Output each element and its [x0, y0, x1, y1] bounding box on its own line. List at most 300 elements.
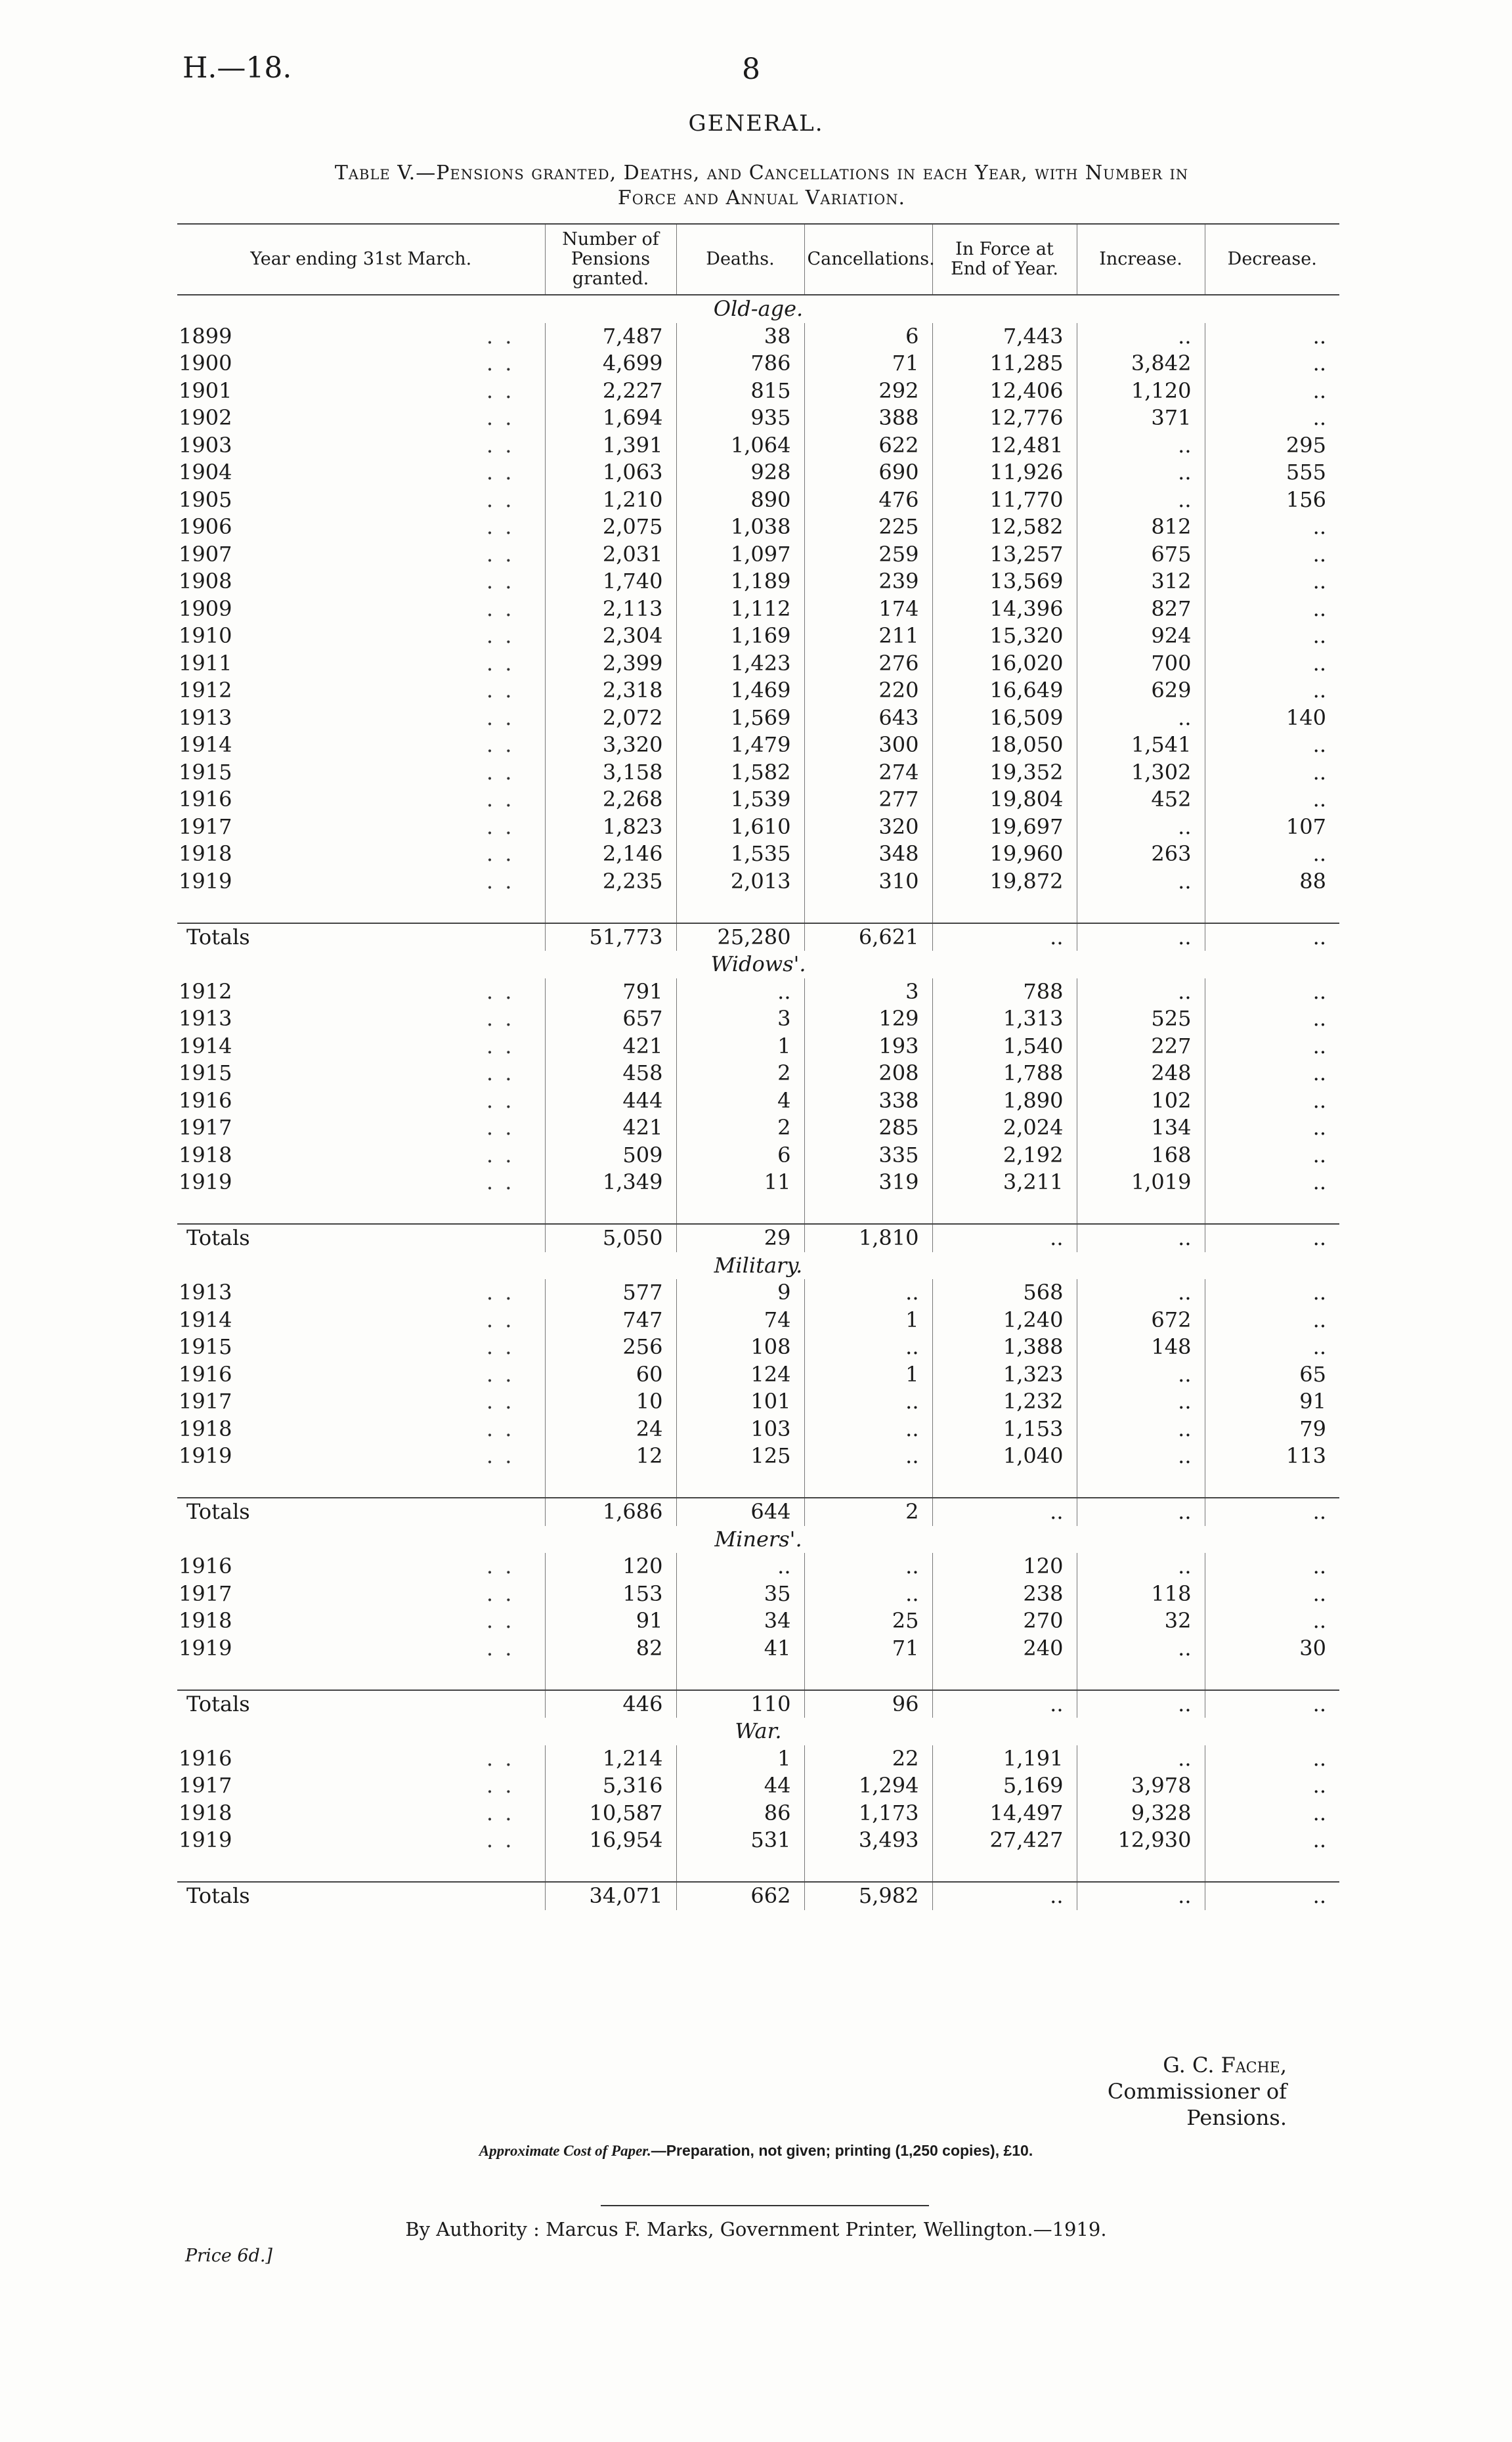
cell-decrease [1205, 731, 1339, 759]
cell-increase [1077, 677, 1205, 705]
spacer-cell [932, 895, 1077, 923]
cell-in-force [932, 1060, 1077, 1087]
cell-value: 319 [878, 1169, 919, 1194]
cell-increase [1077, 1416, 1205, 1443]
cell-value: .. [1312, 787, 1326, 812]
cell-pensions-granted [545, 596, 676, 623]
cell-value: .. [905, 1334, 919, 1359]
cell-increase [1077, 432, 1205, 460]
cell-pensions-granted [545, 1581, 676, 1608]
cell-cancellations [804, 323, 932, 351]
cell-decrease [1205, 1307, 1339, 1334]
cell-value: 3,320 [602, 732, 663, 757]
cell-year [177, 1607, 545, 1635]
cell-in-force [932, 432, 1077, 460]
cell-cancellations [804, 1416, 932, 1443]
leader-dots: . . [486, 678, 515, 703]
table-row [177, 1169, 1339, 1196]
cell-cancellations [804, 513, 932, 541]
cell-value: .. [1312, 1115, 1326, 1140]
cell-deaths [676, 1800, 804, 1827]
totals-decrease: .. [1205, 923, 1339, 951]
cell-deaths [676, 323, 804, 351]
cell-in-force [932, 350, 1077, 378]
cell-deaths [676, 1416, 804, 1443]
cell-decrease [1205, 404, 1339, 432]
cell-value: 310 [878, 868, 919, 894]
cell-value: .. [1312, 1033, 1326, 1058]
cell-in-force [932, 1553, 1077, 1581]
cell-in-force [932, 1607, 1077, 1635]
cell-value: .. [1178, 868, 1192, 894]
table-row [177, 1087, 1339, 1115]
totals-label: Totals [177, 923, 545, 951]
cell-increase [1077, 786, 1205, 814]
cell-cancellations [804, 1800, 932, 1827]
cell-year [177, 650, 545, 678]
table-row [177, 459, 1339, 487]
table-row [177, 1607, 1339, 1635]
cell-increase [1077, 1607, 1205, 1635]
cell-value: 4 [777, 1087, 791, 1113]
cell-year [177, 1772, 545, 1800]
table-row [177, 404, 1339, 432]
cell-value: 240 [1023, 1635, 1064, 1661]
cell-value: 11,285 [989, 351, 1064, 376]
leader-dots: . . [486, 1033, 515, 1058]
cell-year [177, 705, 545, 732]
spacer-cell [1077, 1196, 1205, 1225]
cell-in-force [932, 1827, 1077, 1854]
leader-dots: . . [486, 1087, 515, 1113]
spacer-row [177, 1854, 1339, 1883]
cell-value: 924 [1151, 623, 1192, 648]
cell-decrease [1205, 1087, 1339, 1115]
cell-in-force [932, 1772, 1077, 1800]
cell-cancellations [804, 432, 932, 460]
cell-year [177, 1114, 545, 1142]
leader-dots: . . [486, 1581, 515, 1606]
cell-value: 1,153 [1003, 1416, 1064, 1441]
cell-value: 1,210 [602, 487, 663, 512]
cell-in-force [932, 868, 1077, 896]
cell-decrease [1205, 1114, 1339, 1142]
cell-value: .. [1178, 978, 1192, 1004]
cell-value: .. [1312, 732, 1326, 757]
cell-value: 1912 [179, 678, 232, 703]
cell-increase [1077, 1553, 1205, 1581]
spacer-cell [177, 1470, 545, 1498]
cell-value: 1,391 [602, 432, 663, 458]
cell-cancellations [804, 1307, 932, 1334]
cell-in-force [932, 459, 1077, 487]
spacer-cell [676, 1854, 804, 1883]
cell-deaths [676, 1361, 804, 1389]
cell-value: 525 [1151, 1006, 1192, 1031]
cell-value: 1916 [179, 1361, 232, 1387]
cell-deaths [676, 1334, 804, 1361]
cell-value: 1915 [179, 1334, 232, 1359]
leader-dots: . . [486, 1280, 515, 1305]
cell-deaths [676, 1581, 804, 1608]
cell-year [177, 677, 545, 705]
footer-rule [601, 2205, 929, 2206]
cell-in-force [932, 487, 1077, 514]
cell-deaths [676, 1060, 804, 1087]
cell-deaths [676, 404, 804, 432]
cell-value: 1,540 [1003, 1033, 1064, 1058]
cell-value: 4,699 [602, 351, 663, 376]
cell-value: 25 [892, 1608, 919, 1633]
cell-value: 2,031 [602, 541, 663, 567]
cell-cancellations [804, 840, 932, 868]
spacer-cell [177, 1854, 545, 1883]
cell-value: .. [1312, 1280, 1326, 1305]
cell-value: 1,469 [730, 678, 791, 703]
cell-value: 44 [764, 1773, 791, 1798]
totals-in-force: .. [932, 1224, 1077, 1252]
spacer-cell [676, 1662, 804, 1690]
cell-decrease [1205, 1635, 1339, 1663]
leader-dots: . . [486, 1827, 515, 1852]
cell-deaths [676, 705, 804, 732]
cell-deaths [676, 814, 804, 841]
leader-dots: . . [486, 1169, 515, 1194]
cell-year [177, 323, 545, 351]
cell-value: .. [1312, 623, 1326, 648]
cell-value: .. [1312, 1800, 1326, 1825]
cell-decrease [1205, 786, 1339, 814]
cell-in-force [932, 814, 1077, 841]
totals-pensions-granted: 5,050 [545, 1224, 676, 1252]
cell-value: 13,569 [989, 569, 1064, 594]
cell-year [177, 1388, 545, 1416]
cell-value: 1910 [179, 623, 232, 648]
cell-value: 1902 [179, 405, 232, 430]
cell-pensions-granted [545, 786, 676, 814]
cell-decrease [1205, 432, 1339, 460]
leader-dots: . . [486, 787, 515, 812]
cell-pensions-granted [545, 731, 676, 759]
cell-increase [1077, 378, 1205, 405]
totals-pensions-granted: 51,773 [545, 923, 676, 951]
cell-year [177, 596, 545, 623]
cell-in-force [932, 323, 1077, 351]
cell-decrease [1205, 840, 1339, 868]
cell-decrease [1205, 1169, 1339, 1196]
cell-value: 277 [878, 787, 919, 812]
cell-value: 19,872 [989, 868, 1064, 894]
cell-decrease [1205, 487, 1339, 514]
cell-value: 30 [1299, 1635, 1326, 1661]
spacer-row [177, 1662, 1339, 1690]
totals-label: Totals [177, 1498, 545, 1526]
cell-pensions-granted [545, 1772, 676, 1800]
cell-in-force [932, 1334, 1077, 1361]
leader-dots: . . [486, 514, 515, 539]
totals-label: Totals [177, 1882, 545, 1910]
cell-value: 211 [878, 623, 919, 648]
cell-value: 1,112 [730, 596, 791, 621]
cell-value: 300 [878, 732, 919, 757]
totals-row [177, 1224, 1339, 1252]
cell-value: .. [905, 1389, 919, 1414]
totals-pensions-granted: 446 [545, 1690, 676, 1718]
cell-cancellations [804, 404, 932, 432]
cell-value: 555 [1285, 460, 1326, 485]
cell-value: 2,227 [602, 378, 663, 403]
table-row [177, 487, 1339, 514]
cell-value: .. [905, 1416, 919, 1441]
cost-note-text: —Preparation, not given; printing (1,250 copies), £10. [651, 2142, 1033, 2159]
leader-dots: . . [486, 1334, 515, 1359]
cell-value: 19,352 [989, 759, 1064, 785]
cell-value: 2,304 [602, 623, 663, 648]
cell-value: .. [1312, 678, 1326, 703]
table-row [177, 596, 1339, 623]
cell-value: 1,539 [730, 787, 791, 812]
cell-value: 675 [1151, 541, 1192, 567]
cell-value: 2,013 [730, 868, 791, 894]
totals-label: Totals [177, 1224, 545, 1252]
cell-value: 9,328 [1131, 1800, 1192, 1825]
cell-value: 1,582 [730, 759, 791, 785]
cell-value: 1919 [179, 1635, 232, 1661]
cell-value: 1918 [179, 1416, 232, 1441]
cell-value: 74 [764, 1307, 791, 1332]
cell-increase [1077, 1745, 1205, 1773]
totals-deaths: 110 [676, 1690, 804, 1718]
cost-note [0, 2142, 1512, 2160]
table-row [177, 1772, 1339, 1800]
cell-value: 657 [622, 1006, 663, 1031]
cell-value: 156 [1285, 487, 1326, 512]
cell-value: 32 [1164, 1608, 1192, 1633]
cell-value: 2,268 [602, 787, 663, 812]
totals-row [177, 1690, 1339, 1718]
cell-value: 1919 [179, 1827, 232, 1852]
cell-decrease [1205, 1772, 1339, 1800]
cell-value: 2,072 [602, 705, 663, 730]
cell-decrease [1205, 1745, 1339, 1773]
cell-value: 256 [622, 1334, 663, 1359]
cell-cancellations [804, 1827, 932, 1854]
cell-value: 1,019 [1131, 1169, 1192, 1194]
section-title-row [177, 1718, 1339, 1745]
cell-value: 263 [1151, 841, 1192, 866]
cell-in-force [932, 513, 1077, 541]
cell-increase [1077, 1443, 1205, 1470]
cell-decrease [1205, 1142, 1339, 1169]
cell-value: 1,302 [1131, 759, 1192, 785]
cell-value: 672 [1151, 1307, 1192, 1332]
cell-deaths [676, 622, 804, 650]
cell-cancellations [804, 1033, 932, 1060]
cell-cancellations [804, 487, 932, 514]
table-row [177, 868, 1339, 896]
table-row [177, 1635, 1339, 1663]
cell-value: 140 [1285, 705, 1326, 730]
cell-value: 1918 [179, 1800, 232, 1825]
leader-dots: . . [486, 596, 515, 621]
cell-value: 12,406 [989, 378, 1064, 403]
cell-value: 2,235 [602, 868, 663, 894]
cell-value: 1911 [179, 650, 232, 676]
spacer-cell [804, 895, 932, 923]
leader-dots: . . [486, 432, 515, 458]
cell-pensions-granted [545, 759, 676, 787]
cell-value: 5,316 [602, 1773, 663, 1798]
cell-deaths [676, 650, 804, 678]
spacer-cell [932, 1662, 1077, 1690]
cell-value: 1 [905, 1307, 919, 1332]
cell-deaths [676, 1005, 804, 1033]
cell-value: 1,191 [1003, 1745, 1064, 1771]
cell-value: 348 [878, 841, 919, 866]
cell-in-force [932, 596, 1077, 623]
cell-in-force [932, 677, 1077, 705]
cell-decrease [1205, 759, 1339, 787]
signatory-title: Commissioner of Pensions. [1107, 2079, 1287, 2130]
cell-value: 1,189 [730, 569, 791, 594]
cell-in-force [932, 1800, 1077, 1827]
cell-cancellations [804, 650, 932, 678]
cell-value: 259 [878, 541, 919, 567]
cell-value: .. [905, 1554, 919, 1579]
cell-pensions-granted [545, 1142, 676, 1169]
cell-value: 935 [750, 405, 791, 430]
cell-year [177, 1635, 545, 1663]
leader-dots: . . [486, 1006, 515, 1031]
table-row [177, 1334, 1339, 1361]
cell-value: .. [1312, 323, 1326, 349]
cell-decrease [1205, 1443, 1339, 1470]
cell-decrease [1205, 1005, 1339, 1033]
cell-in-force [932, 1443, 1077, 1470]
leader-dots: . . [486, 814, 515, 839]
leader-dots: . . [486, 378, 515, 403]
cell-value: 1,214 [602, 1745, 663, 1771]
cell-value: .. [1312, 759, 1326, 785]
cell-value: 71 [892, 1635, 919, 1661]
cell-value: 1,823 [602, 814, 663, 839]
cell-year [177, 1060, 545, 1087]
cell-pensions-granted [545, 814, 676, 841]
table-row [177, 978, 1339, 1006]
column-header-cancellations: Cancellations. [804, 224, 932, 295]
cell-value: 168 [1151, 1142, 1192, 1167]
cell-cancellations [804, 622, 932, 650]
cell-increase [1077, 622, 1205, 650]
cell-cancellations [804, 1581, 932, 1608]
cell-value: .. [1178, 1635, 1192, 1661]
cell-value: 791 [622, 978, 663, 1004]
cell-year [177, 786, 545, 814]
cell-decrease [1205, 868, 1339, 896]
cell-value: 2,192 [1003, 1142, 1064, 1167]
cell-year [177, 1142, 545, 1169]
totals-increase: .. [1077, 1690, 1205, 1718]
cell-value: 1,240 [1003, 1307, 1064, 1332]
section-title: War. [735, 1718, 782, 1743]
leader-dots: . . [486, 1608, 515, 1633]
leader-dots: . . [486, 487, 515, 512]
spacer-cell [177, 895, 545, 923]
cell-value: 14,497 [989, 1800, 1064, 1825]
cell-value: 193 [878, 1033, 919, 1058]
cell-value: 3 [905, 978, 919, 1004]
cell-decrease [1205, 1361, 1339, 1389]
cell-value: 1917 [179, 1389, 232, 1414]
table-header-row [177, 224, 1339, 295]
cell-value: 7,487 [602, 323, 663, 349]
totals-decrease: .. [1205, 1882, 1339, 1910]
cell-pensions-granted [545, 1800, 676, 1827]
cell-value: 1,388 [1003, 1334, 1064, 1359]
table-row [177, 1060, 1339, 1087]
cell-value: 421 [622, 1033, 663, 1058]
cell-value: 1,097 [730, 541, 791, 567]
cell-in-force [932, 1169, 1077, 1196]
table-row [177, 323, 1339, 351]
table-row [177, 1033, 1339, 1060]
cell-year [177, 1745, 545, 1773]
cell-value: 1916 [179, 1087, 232, 1113]
cell-year [177, 622, 545, 650]
cell-value: 15,320 [989, 623, 1064, 648]
cell-value: 1913 [179, 1280, 232, 1305]
cell-value: 5,169 [1003, 1773, 1064, 1798]
cell-value: 27,427 [989, 1827, 1064, 1852]
cell-increase [1077, 487, 1205, 514]
cell-value: 120 [1023, 1554, 1064, 1579]
cell-value: 1,232 [1003, 1389, 1064, 1414]
cell-cancellations [804, 868, 932, 896]
cell-value: 238 [1023, 1581, 1064, 1606]
spacer-cell [545, 1196, 676, 1225]
totals-row [177, 1882, 1339, 1910]
column-header-in-force: In Force at End of Year. [932, 224, 1077, 295]
cell-value: .. [1312, 596, 1326, 621]
cell-decrease [1205, 705, 1339, 732]
cell-pensions-granted [545, 705, 676, 732]
cell-increase [1077, 513, 1205, 541]
cell-cancellations [804, 1553, 932, 1581]
cell-year [177, 487, 545, 514]
cell-cancellations [804, 350, 932, 378]
cell-deaths [676, 1087, 804, 1115]
table-row [177, 840, 1339, 868]
cell-deaths [676, 731, 804, 759]
cell-decrease [1205, 596, 1339, 623]
table-row [177, 1581, 1339, 1608]
cell-cancellations [804, 705, 932, 732]
cell-value: 1,063 [602, 460, 663, 485]
cell-value: 1917 [179, 1581, 232, 1606]
cell-value: 16,020 [989, 650, 1064, 676]
cell-in-force [932, 1307, 1077, 1334]
cell-value: 148 [1151, 1334, 1192, 1359]
cell-pensions-granted [545, 568, 676, 596]
cell-in-force [932, 786, 1077, 814]
cell-value: 1 [777, 1745, 791, 1771]
cell-cancellations [804, 1169, 932, 1196]
cell-increase [1077, 1142, 1205, 1169]
cell-value: 65 [1299, 1361, 1326, 1387]
cell-value: 577 [622, 1280, 663, 1305]
cell-decrease [1205, 978, 1339, 1006]
cell-cancellations [804, 759, 932, 787]
